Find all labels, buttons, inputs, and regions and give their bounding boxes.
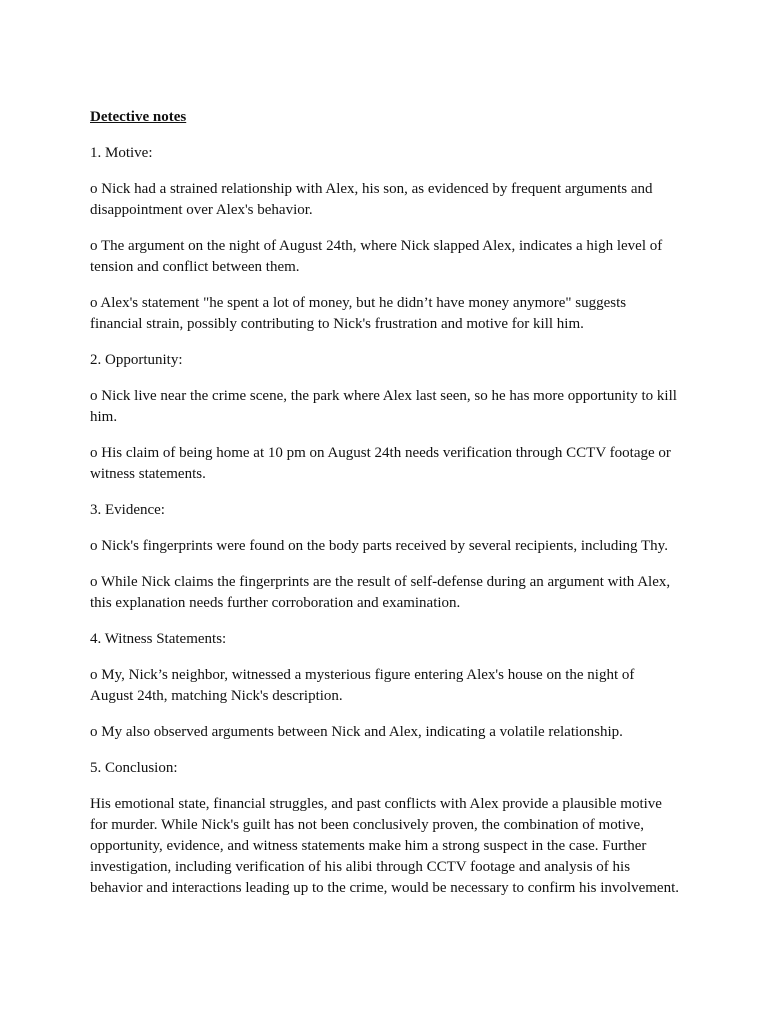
opportunity-item: o Nick live near the crime scene, the park where Alex last seen, so he has more opportunity to kill him. (90, 388, 677, 425)
witness-item: o My, Nick’s neighbor, witnessed a mysterious figure entering Alex's house on the night of August 24th, matching Nick's description. (90, 667, 635, 704)
evidence-item: o Nick's fingerprints were found on the body parts received by several recipients, including Thy. (90, 538, 668, 554)
section-heading-evidence: 3. Evidence: (90, 502, 165, 518)
section-heading-conclusion: 5. Conclusion: (90, 760, 178, 776)
motive-item: o The argument on the night of August 24th, where Nick slapped Alex, indicates a high level of tension and conflict between them. (90, 238, 663, 275)
document-page (90, 107, 680, 899)
section-heading-opportunity: 2. Opportunity: (90, 352, 183, 368)
opportunity-item: o His claim of being home at 10 pm on August 24th needs verification through CCTV footage or witness statements. (90, 445, 671, 482)
section-heading-witness-statements: 4. Witness Statements: (90, 631, 227, 647)
motive-item: o Alex's statement "he spent a lot of money, but he didn’t have money anymore" suggests financial strain, possibly contributing to Nick's frustration and motive for kill him. (90, 295, 627, 332)
evidence-item: o While Nick claims the fingerprints are the result of self-defense during an argument with Alex, this explanation needs further corroboration and examination. (90, 574, 671, 611)
document-title: Detective notes (90, 109, 187, 125)
witness-item: o My also observed arguments between Nick and Alex, indicating a volatile relationship. (90, 724, 623, 740)
conclusion-paragraph: His emotional state, financial struggles, and past conflicts with Alex provide a plausible motive for murder. While Nick's guilt has not been conclusively proven, the combination of motive, opportunity, evidence, and witness statements make him a strong suspect in the case. Further investigation, including verification of his alibi through CCTV footage and analysis of his behavior and interactions leading up to the crime, would be necessary to confirm his involvement. (90, 796, 679, 896)
section-heading-motive: 1. Motive: (90, 145, 153, 161)
motive-item: o Nick had a strained relationship with Alex, his son, as evidenced by frequent arguments and disappointment over Alex's behavior. (90, 181, 653, 218)
